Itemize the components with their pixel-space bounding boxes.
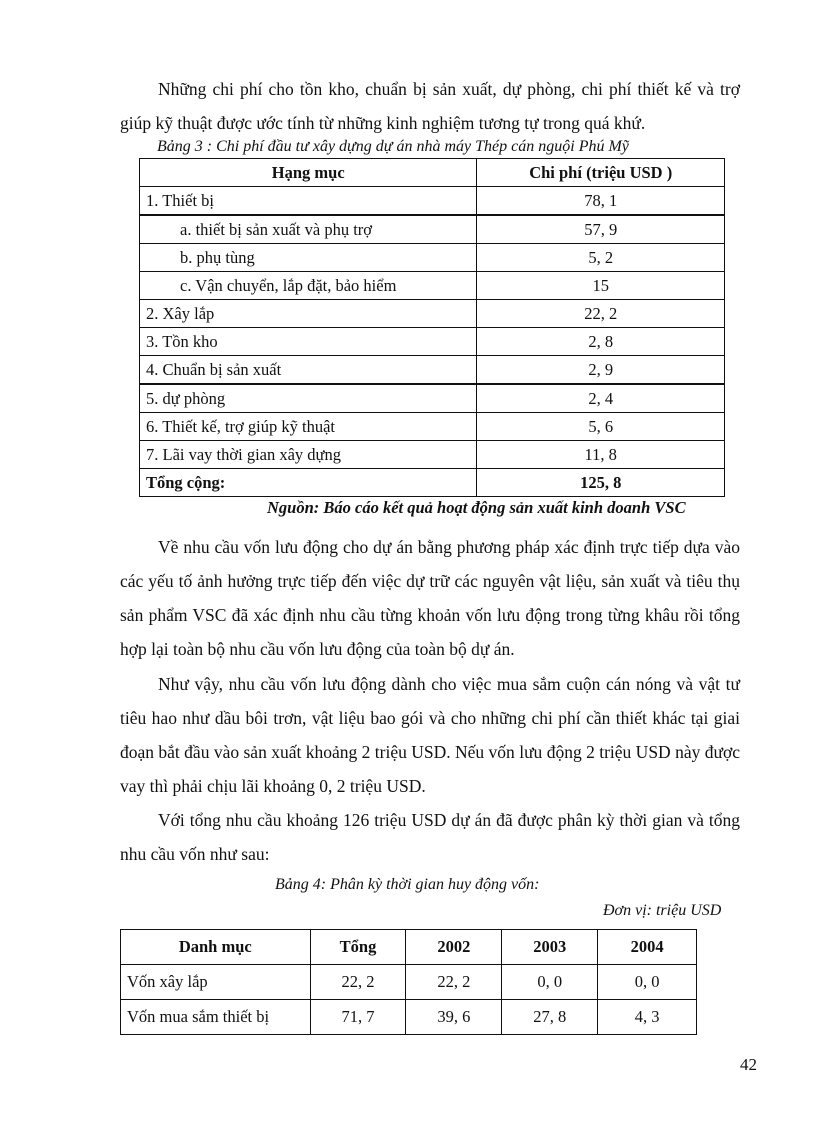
row-value: 5, 2 bbox=[477, 244, 725, 272]
table-row bbox=[121, 1000, 697, 1035]
row-label: 1. Thiết bị bbox=[140, 187, 477, 216]
table-row bbox=[140, 187, 725, 216]
table3-source: Nguồn: Báo cáo kết quả hoạt động sản xuất kinh doanh VSC bbox=[267, 498, 686, 517]
row-label: 4. Chuẩn bị sản xuất bbox=[140, 356, 477, 385]
row-label: c. Vận chuyển, lắp đặt, bảo hiểm bbox=[140, 272, 477, 300]
header-item: Danh mục bbox=[121, 930, 311, 965]
header-category: Hạng mục bbox=[140, 159, 477, 187]
header-2003: 2003 bbox=[502, 930, 598, 965]
row-label: Vốn xây lắp bbox=[121, 965, 311, 1000]
row-label: 6. Thiết kế, trợ giúp kỹ thuật bbox=[140, 413, 477, 441]
table-row bbox=[140, 300, 725, 328]
table-row bbox=[140, 215, 725, 244]
row-value: 57, 9 bbox=[477, 215, 725, 244]
row-label: 5. dự phòng bbox=[140, 384, 477, 413]
row-label: b. phụ tùng bbox=[140, 244, 477, 272]
row-value: 2, 4 bbox=[477, 384, 725, 413]
header-2002: 2002 bbox=[406, 930, 502, 965]
table-row bbox=[140, 272, 725, 300]
page-number: 42 bbox=[740, 1055, 757, 1074]
row-value: 2, 9 bbox=[477, 356, 725, 385]
row-value: 2, 8 bbox=[477, 328, 725, 356]
total-label: Tổng cộng: bbox=[140, 469, 477, 497]
row-label: 7. Lãi vay thời gian xây dựng bbox=[140, 441, 477, 469]
cell-2004: 4, 3 bbox=[598, 1000, 697, 1035]
header-total: Tổng bbox=[310, 930, 406, 965]
cell-2002: 39, 6 bbox=[406, 1000, 502, 1035]
table-header-row bbox=[121, 930, 697, 965]
cell-2003: 27, 8 bbox=[502, 1000, 598, 1035]
header-2004: 2004 bbox=[598, 930, 697, 965]
cell-total: 71, 7 bbox=[310, 1000, 406, 1035]
table4-caption: Bảng 4: Phân kỳ thời gian huy động vốn: bbox=[275, 876, 540, 893]
total-row bbox=[140, 469, 725, 497]
paragraph-working-capital-method: Về nhu cầu vốn lưu động cho dự án bằng phương pháp xác định trực tiếp dựa vào các yếu tố ảnh hưởng trực tiếp đến việc dự trữ các nguyên vật liệu, sản xuất và tiêu thụ sản phẩm VSC đã xác định nhu cầu từng khoản vốn lưu động trong từng khâu rồi tổng hợp lại toàn bộ nhu cầu vốn lưu động của toàn bộ dự án. bbox=[120, 537, 740, 659]
capital-phasing-table bbox=[120, 929, 697, 1035]
row-value: 78, 1 bbox=[477, 187, 725, 216]
total-value: 125, 8 bbox=[477, 469, 725, 497]
row-label: 2. Xây lắp bbox=[140, 300, 477, 328]
table-row bbox=[140, 441, 725, 469]
row-label: Vốn mua sắm thiết bị bbox=[121, 1000, 311, 1035]
table-row bbox=[140, 328, 725, 356]
table-row bbox=[140, 384, 725, 413]
table-row bbox=[140, 356, 725, 385]
row-value: 11, 8 bbox=[477, 441, 725, 469]
row-value: 15 bbox=[477, 272, 725, 300]
cell-2004: 0, 0 bbox=[598, 965, 697, 1000]
table-row bbox=[140, 244, 725, 272]
paragraph-cost-estimates: Những chi phí cho tồn kho, chuẩn bị sản xuất, dự phòng, chi phí thiết kế và trợ giúp kỹ thuật được ước tính từ những kinh nghiệm tương tự trong quá khứ. bbox=[120, 79, 740, 133]
paragraph-working-capital-amount: Như vậy, nhu cầu vốn lưu động dành cho việc mua sắm cuộn cán nóng và vật tư tiêu hao như dầu bôi trơn, vật liệu bao gói và cho những chi phí cần thiết khác tại giai đoạn bắt đầu vào sản xuất khoảng 2 triệu USD. Nếu vốn lưu động 2 triệu USD này được vay thì phải chịu lãi khoảng 0, 2 triệu USD. bbox=[120, 674, 740, 796]
table3-caption: Bảng 3 : Chi phí đầu tư xây dựng dự án nhà máy Thép cán nguội Phú Mỹ bbox=[157, 138, 629, 155]
row-label: 3. Tồn kho bbox=[140, 328, 477, 356]
row-value: 22, 2 bbox=[477, 300, 725, 328]
cell-2002: 22, 2 bbox=[406, 965, 502, 1000]
table-row bbox=[140, 413, 725, 441]
row-label: a. thiết bị sản xuất và phụ trợ bbox=[140, 215, 477, 244]
table-header-row bbox=[140, 159, 725, 187]
cell-2003: 0, 0 bbox=[502, 965, 598, 1000]
table-row bbox=[121, 965, 697, 1000]
header-cost: Chi phí (triệu USD ) bbox=[477, 159, 725, 187]
cell-total: 22, 2 bbox=[310, 965, 406, 1000]
table4-unit: Đơn vị: triệu USD bbox=[603, 902, 722, 919]
investment-cost-table bbox=[139, 158, 725, 497]
row-value: 5, 6 bbox=[477, 413, 725, 441]
paragraph-total-demand: Với tổng nhu cầu khoảng 126 triệu USD dự án đã được phân kỳ thời gian và tổng nhu cầu vốn như sau: bbox=[120, 810, 740, 864]
